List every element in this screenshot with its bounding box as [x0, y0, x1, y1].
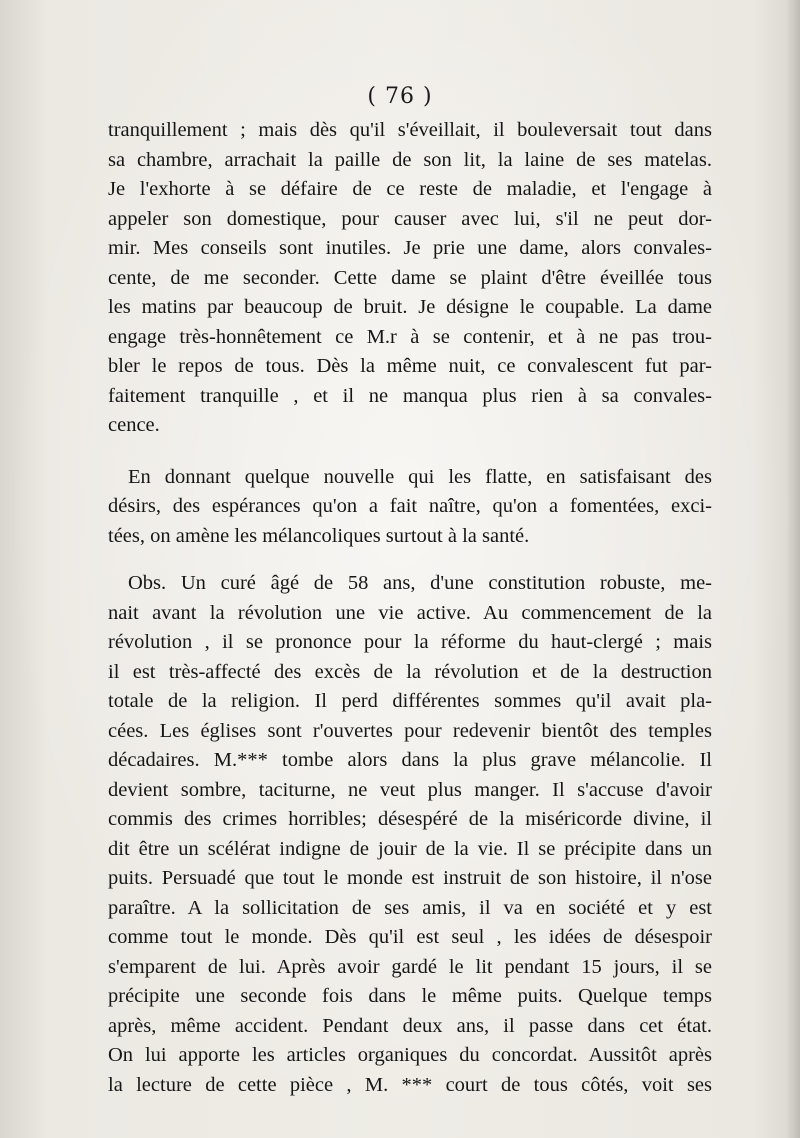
text-line: bler le repos de tous. Dès la même nuit, ce convalescent fut par- — [108, 355, 712, 377]
text-line: Je l'exhorte à se défaire de ce reste de maladie, et l'engage à — [108, 178, 712, 200]
page-number: ( 76 ) — [367, 84, 433, 109]
text-line: devient sombre, taciturne, ne veut plus manger. Il s'accuse d'avoir — [108, 778, 712, 801]
text-line: cence. — [108, 414, 160, 436]
text-line: tranquillement ; mais dès qu'il s'éveillait, il bouleversait tout dans — [108, 119, 712, 141]
text-line: faitement tranquille , et il ne manqua plus rien à sa convales- — [108, 384, 712, 407]
text-line: la lecture de cette pièce , M. *** court de tous côtés, voit ses — [108, 1073, 712, 1096]
text-line: paraître. A la sollicitation de ses amis, il va en société et y est — [108, 896, 712, 919]
text-line: dit être un scélérat indigne de jouir de la vie. Il se précipite dans un — [108, 837, 712, 860]
text-line: précipite une seconde fois dans le même puits. Quelque temps — [108, 985, 712, 1007]
text-line: En donnant quelque nouvelle qui les flatte, en satisfaisant des — [128, 465, 712, 488]
page-edge-shadow — [786, 0, 800, 1138]
text-line: cées. Les églises sont r'ouvertes pour redevenir bientôt des temples — [108, 719, 712, 742]
text-line: nait avant la révolution une vie active. Au commencement de la — [108, 601, 712, 624]
text-line: comme tout le monde. Dès qu'il est seul , les idées de désespoir — [108, 926, 712, 948]
text-line: On lui apporte les articles organiques du concordat. Aussitôt après — [108, 1044, 712, 1066]
text-line: mir. Mes conseils sont inutiles. Je prie une dame, alors convales- — [108, 237, 712, 259]
text-line: désirs, des espérances qu'on a fait naître, qu'on a fomentées, exci- — [108, 495, 712, 517]
text-line: il est très-affecté des excès de la révolution et de la destruction — [108, 660, 712, 683]
text-line: commis des crimes horribles; désespéré de la miséricorde divine, il — [108, 808, 712, 830]
text-line: totale de la religion. Il perd différentes sommes qu'il avait pla- — [108, 690, 712, 712]
paragraph-1 — [108, 116, 712, 441]
text-line: après, même accident. Pendant deux ans, il passe dans cet état. — [108, 1014, 712, 1037]
text-line: sa chambre, arrachait la paille de son lit, la laine de ses matelas. — [108, 148, 712, 171]
text-line: révolution , il se prononce pour la réforme du haut-clergé ; mais — [108, 631, 712, 653]
text-line: s'emparent de lui. Après avoir gardé le lit pendant 15 jours, il se — [108, 955, 712, 978]
body-text — [108, 116, 712, 1100]
text-line: les matins par beaucoup de bruit. Je désigne le coupable. La dame — [108, 296, 712, 318]
text-line: décadaires. M.*** tombe alors dans la plus grave mélancolie. Il — [108, 749, 712, 771]
text-line: engage très-honnêtement ce M.r à se contenir, et à ne pas trou- — [108, 325, 712, 348]
text-line: cente, de me seconder. Cette dame se plaint d'être éveillée tous — [108, 266, 712, 289]
paragraph-3 — [108, 569, 712, 1100]
text-line: appeler son domestique, pour causer avec lui, s'il ne peut dor- — [108, 207, 712, 230]
text-line: tées, on amène les mélancoliques surtout à la santé. — [108, 524, 530, 547]
paragraph-2 — [108, 463, 712, 552]
text-line: puits. Persuadé que tout le monde est instruit de son histoire, il n'ose — [108, 867, 712, 889]
text-line: Obs. Un curé âgé de 58 ans, d'une constitution robuste, me- — [128, 572, 712, 594]
